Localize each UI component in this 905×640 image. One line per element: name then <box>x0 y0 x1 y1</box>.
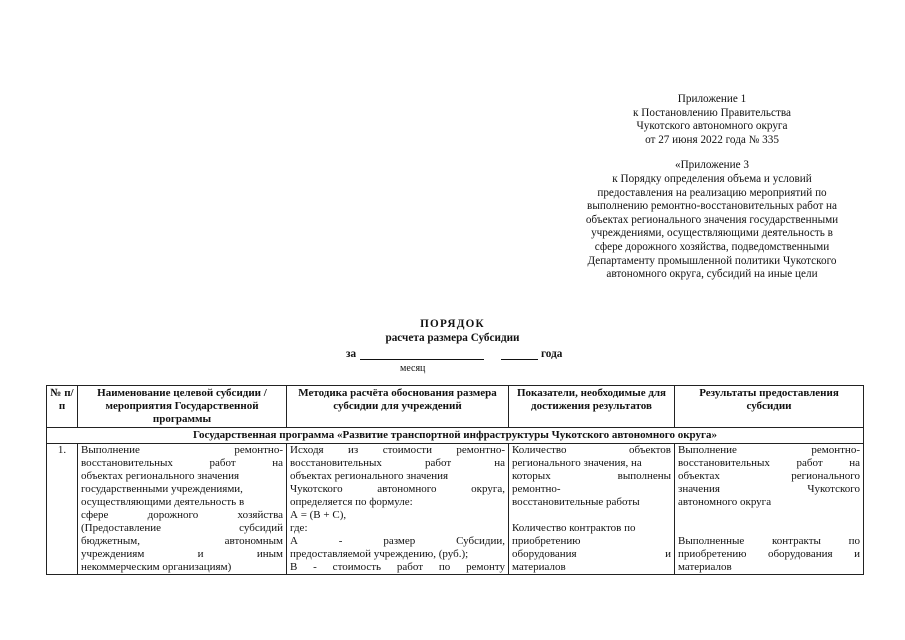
cell-line: бюджетным, автономным <box>81 535 283 547</box>
subsidy-table <box>46 385 864 575</box>
program-title: Государственная программа «Развитие транспортной инфраструктуры Чукотского автономного округа» <box>47 428 864 444</box>
header-results: Результаты предоставления субсидии <box>675 386 864 428</box>
cell-line: осуществляющими деятельность в <box>81 496 245 508</box>
cell-line: которых выполнены <box>512 470 671 482</box>
cell-line: определяется по формуле: <box>290 496 413 508</box>
appendix3-line: Департаменту промышленной политики Чукотского <box>587 254 837 267</box>
cell-line: приобретению оборудования и <box>678 548 860 560</box>
appendix3-line: предоставления на реализацию мероприятий по <box>597 186 827 199</box>
appendix1-line: к Постановлению Правительства <box>633 106 791 119</box>
appendix-block <box>540 93 884 282</box>
appendix3-line: сфере дорожного хозяйства, подведомственными <box>594 240 830 253</box>
cell-line: сфере дорожного хозяйства <box>81 509 283 521</box>
appendix3-line: объектах регионального значения государственными <box>585 213 839 226</box>
cell-line: (Предоставление субсидий <box>81 522 283 534</box>
period-line <box>0 348 905 378</box>
cell-line: восстановительных работ на <box>81 457 283 469</box>
cell-line: В - стоимость работ по ремонту <box>290 561 505 573</box>
cell-line: Количество контрактов по <box>512 522 636 534</box>
document-subtitle: расчета размера Субсидии <box>385 331 520 344</box>
program-row <box>47 428 864 444</box>
cell-line: значения Чукотского <box>678 483 860 495</box>
cell-line: Выполнение ремонтно- <box>81 444 283 456</box>
cell-spacer <box>678 522 860 535</box>
cell-line: А - размер Субсидии, <box>290 535 505 547</box>
cell-line: материалов <box>678 561 732 573</box>
cell-line: где: <box>290 522 308 534</box>
document-heading <box>0 318 905 345</box>
cell-line: Выполненные контракты по <box>678 535 860 547</box>
cell-line: восстановительных работ на <box>678 457 860 469</box>
header-name: Наименование целевой субсидии /мероприятия Государственной программы <box>78 386 287 428</box>
appendix3-line: автономного округа, субсидий на иные цели <box>606 268 818 281</box>
cell-line: объектах регионального значения <box>290 470 449 482</box>
cell-line: Выполнение ремонтно- <box>678 444 860 456</box>
cell-line: приобретению <box>512 535 581 547</box>
row-results-cell <box>675 444 864 575</box>
cell-line: государственными учреждениями, <box>81 483 243 495</box>
cell-line: объектах регионального значения <box>81 470 240 482</box>
row-name-cell <box>78 444 287 575</box>
cell-line: автономного округа <box>678 496 772 508</box>
appendix3-line: выполнению ремонтно-восстановительных работ на <box>587 200 837 213</box>
appendix3-line: учреждениями, осуществляющими деятельность в <box>591 227 833 240</box>
cell-line: Количество объектов <box>512 444 671 456</box>
cell-line: восстановительных работ на <box>290 457 505 469</box>
row-indicators-cell <box>509 444 675 575</box>
year-blank-line <box>501 359 538 360</box>
appendix3-line: «Приложение 3 <box>674 159 750 172</box>
table-row <box>47 444 864 575</box>
appendix1-line: Приложение 1 <box>677 93 747 105</box>
document-title: ПОРЯДОК <box>420 318 485 330</box>
cell-line: предоставляемой учреждению, (руб.); <box>290 548 469 560</box>
formula: А = (В + С), <box>290 509 347 521</box>
cell-line: Исходя из стоимости ремонтно- <box>290 444 505 456</box>
cell-line: ремонтно- <box>512 483 561 495</box>
cell-line: некоммерческим организациям) <box>81 561 232 573</box>
cell-line: учреждениям и иным <box>81 548 283 560</box>
cell-line: Чукотского автономного округа, <box>290 483 505 495</box>
table-header-row <box>47 386 864 428</box>
row-number: 1. <box>47 444 78 575</box>
row-method-cell <box>287 444 509 575</box>
period-prefix: за <box>346 348 357 360</box>
month-caption: месяц <box>400 363 426 374</box>
appendix1-line: Чукотского автономного округа <box>636 120 788 133</box>
cell-spacer <box>678 509 860 522</box>
cell-line: оборудования и <box>512 548 671 560</box>
header-method: Методика расчёта обоснования размера субсидии для учреждений <box>287 386 509 428</box>
appendix1-line: от 27 июня 2022 года № 335 <box>645 133 779 146</box>
header-indicators: Показатели, необходимые для достижения результатов <box>509 386 675 428</box>
month-blank-line <box>360 359 484 360</box>
spacer <box>540 147 884 159</box>
appendix3-line: к Порядку определения объема и условий <box>612 172 812 185</box>
cell-line: регионального значения, на <box>512 457 642 469</box>
period-suffix: года <box>541 348 563 360</box>
cell-line: объектах регионального <box>678 470 860 482</box>
header-num: № п/п <box>47 386 78 428</box>
cell-line: восстановительные работы <box>512 496 640 508</box>
cell-spacer <box>512 509 671 522</box>
cell-line: материалов <box>512 561 566 573</box>
